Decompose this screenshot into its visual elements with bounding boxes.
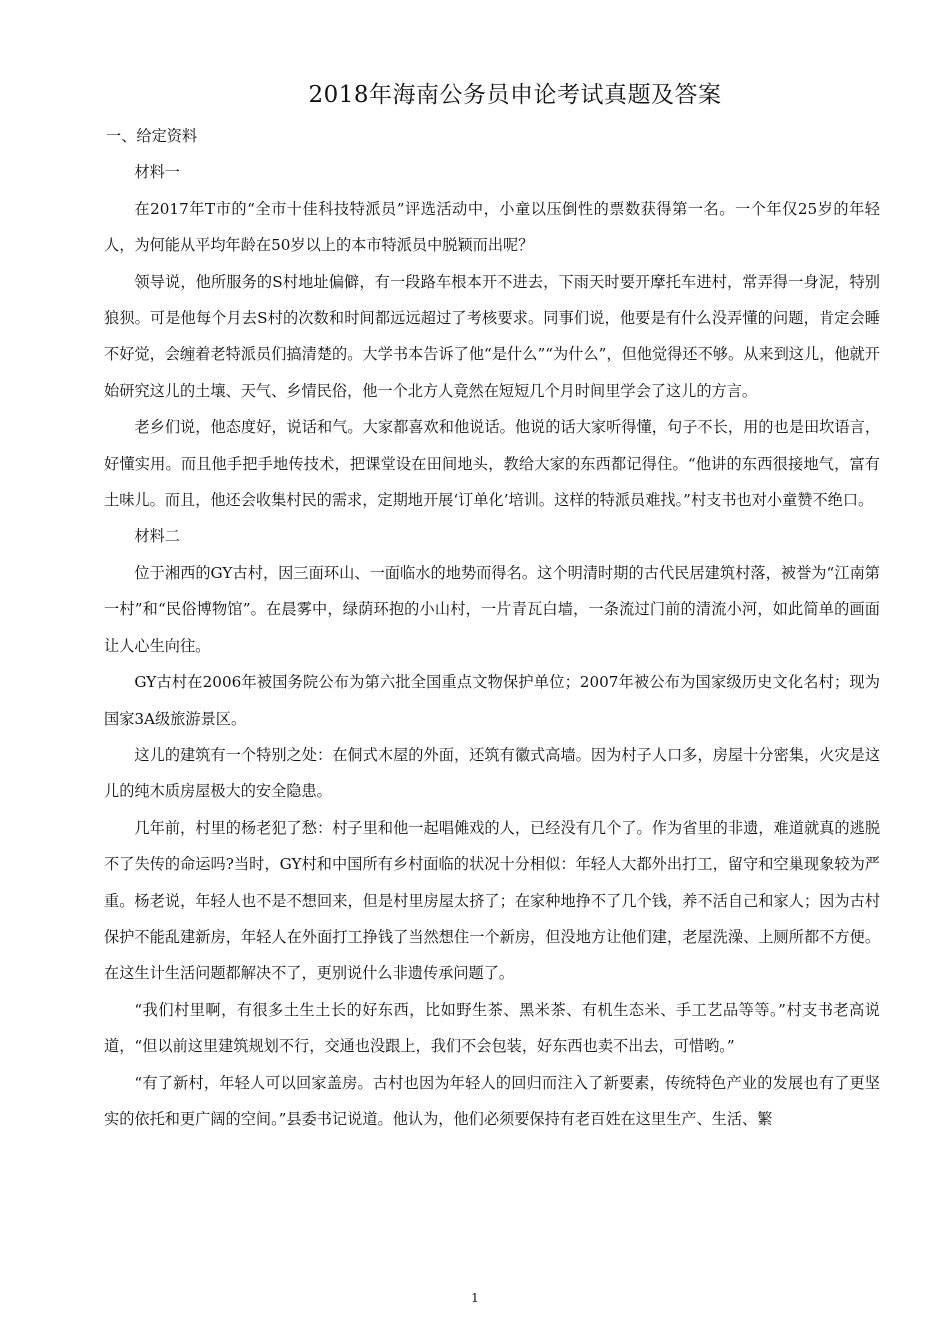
body-paragraph: 位于湘西的GY古村，因三面环山、一面临水的地势而得名。这个明清时期的古代民居建筑村落，被誉为“江南第一村”和“民俗博物馆”。在晨雾中，绿荫环抱的小山村，一片青瓦白墙，一条流过门前的清流小河，如此简单的画面让人心生向往。 [104, 563, 880, 655]
body-paragraph: “我们村里啊，有很多土生土长的好东西，比如野生茶、黑米茶、有机生态米、手工艺品等等。”村支书老高说道，“但以前这里建筑规划不行，交通也没跟上，我们不会包装，好东西也卖不出去，可惜哟。” [104, 1000, 880, 1056]
material-heading: 材料一 [134, 163, 180, 182]
document-body [104, 118, 880, 1137]
body-paragraph: “有了新村，年轻人可以回家盖房。古村也因为年轻人的回归而注入了新要素，传统特色产业的发展也有了更坚实的依托和更广阔的空间。”县委书记说道。他认为，他们必须要保持有老百姓在这里生产、生活、繁 [104, 1073, 880, 1128]
body-paragraph: 几年前，村里的杨老犯了愁：村子里和他一起唱傩戏的人，已经没有几个了。作为省里的非遗，难道就真的逃脱不了失传的命运吗?当时，GY村和中国所有乡村面临的状况十分相似：年轻人大都外出打工，留守和空巢现象较为严重。杨老说，年轻人也不是不想回来，但是村里房屋太挤了；在家种地挣不了几个钱，养不活自己和家人；因为古村保护不能乱建新房，年轻人在外面打工挣钱了当然想住一个新房，但没地方让他们建，老屋洗澡、上厕所都不方便。在这生计生活问题都解决不了，更别说什么非遗传承问题了。 [104, 818, 880, 983]
page-number: 1 [471, 1291, 479, 1305]
body-paragraph: 在2017年T市的“全市十佳科技特派员”评选活动中，小童以压倒性的票数获得第一名。一个年仅25岁的年轻人，为何能从平均年龄在50岁以上的本市特派员中脱颖而出呢？ [104, 199, 880, 255]
page-title: 2018年海南公务员申论考试真题及答案 [308, 82, 722, 108]
material-heading: 材料二 [134, 527, 180, 546]
body-paragraph: 领导说，他所服务的S村地址偏僻，有一段路车根本开不进去，下雨天时要开摩托车进村，常弄得一身泥，特别狼狈。可是他每个月去S村的次数和时间都远远超过了考核要求。同事们说，他要是有什么没弄懂的问题，肯定会睡不好觉，会缠着老特派员们搞清楚的。大学书本告诉了他“是什么”“为什么”，但他觉得还不够。从来到这儿，他就开始研究这儿的土壤、天气、乡情民俗，他一个北方人竟然在短短几个月时间里学会了这儿的方言。 [104, 272, 880, 400]
paragraph-list [104, 154, 880, 1137]
section-heading: 一、给定资料 [106, 127, 198, 145]
body-paragraph: 老乡们说，他态度好，说话和气。大家都喜欢和他说话。他说的话大家听得懂，句子不长，用的也是田坎语言，好懂实用。而且他手把手地传技术，把课堂设在田间地头，教给大家的东西都记得住。“他讲的东西很接地气，富有土味儿。而且，他还会收集村民的需求，定期地开展‘订单化’培训。这样的特派员难找。”村支书也对小童赞不绝口。 [104, 418, 880, 510]
body-paragraph: 这儿的建筑有一个特别之处：在侗式木屋的外面，还筑有徽式高墙。因为村子人口多，房屋十分密集，火灾是这儿的纯木质房屋极大的安全隐患。 [104, 745, 880, 801]
body-paragraph: GY古村在2006年被国务院公布为第六批全国重点文物保护单位；2007年被公布为国家级历史文化名村；现为国家3A级旅游景区。 [104, 673, 880, 728]
